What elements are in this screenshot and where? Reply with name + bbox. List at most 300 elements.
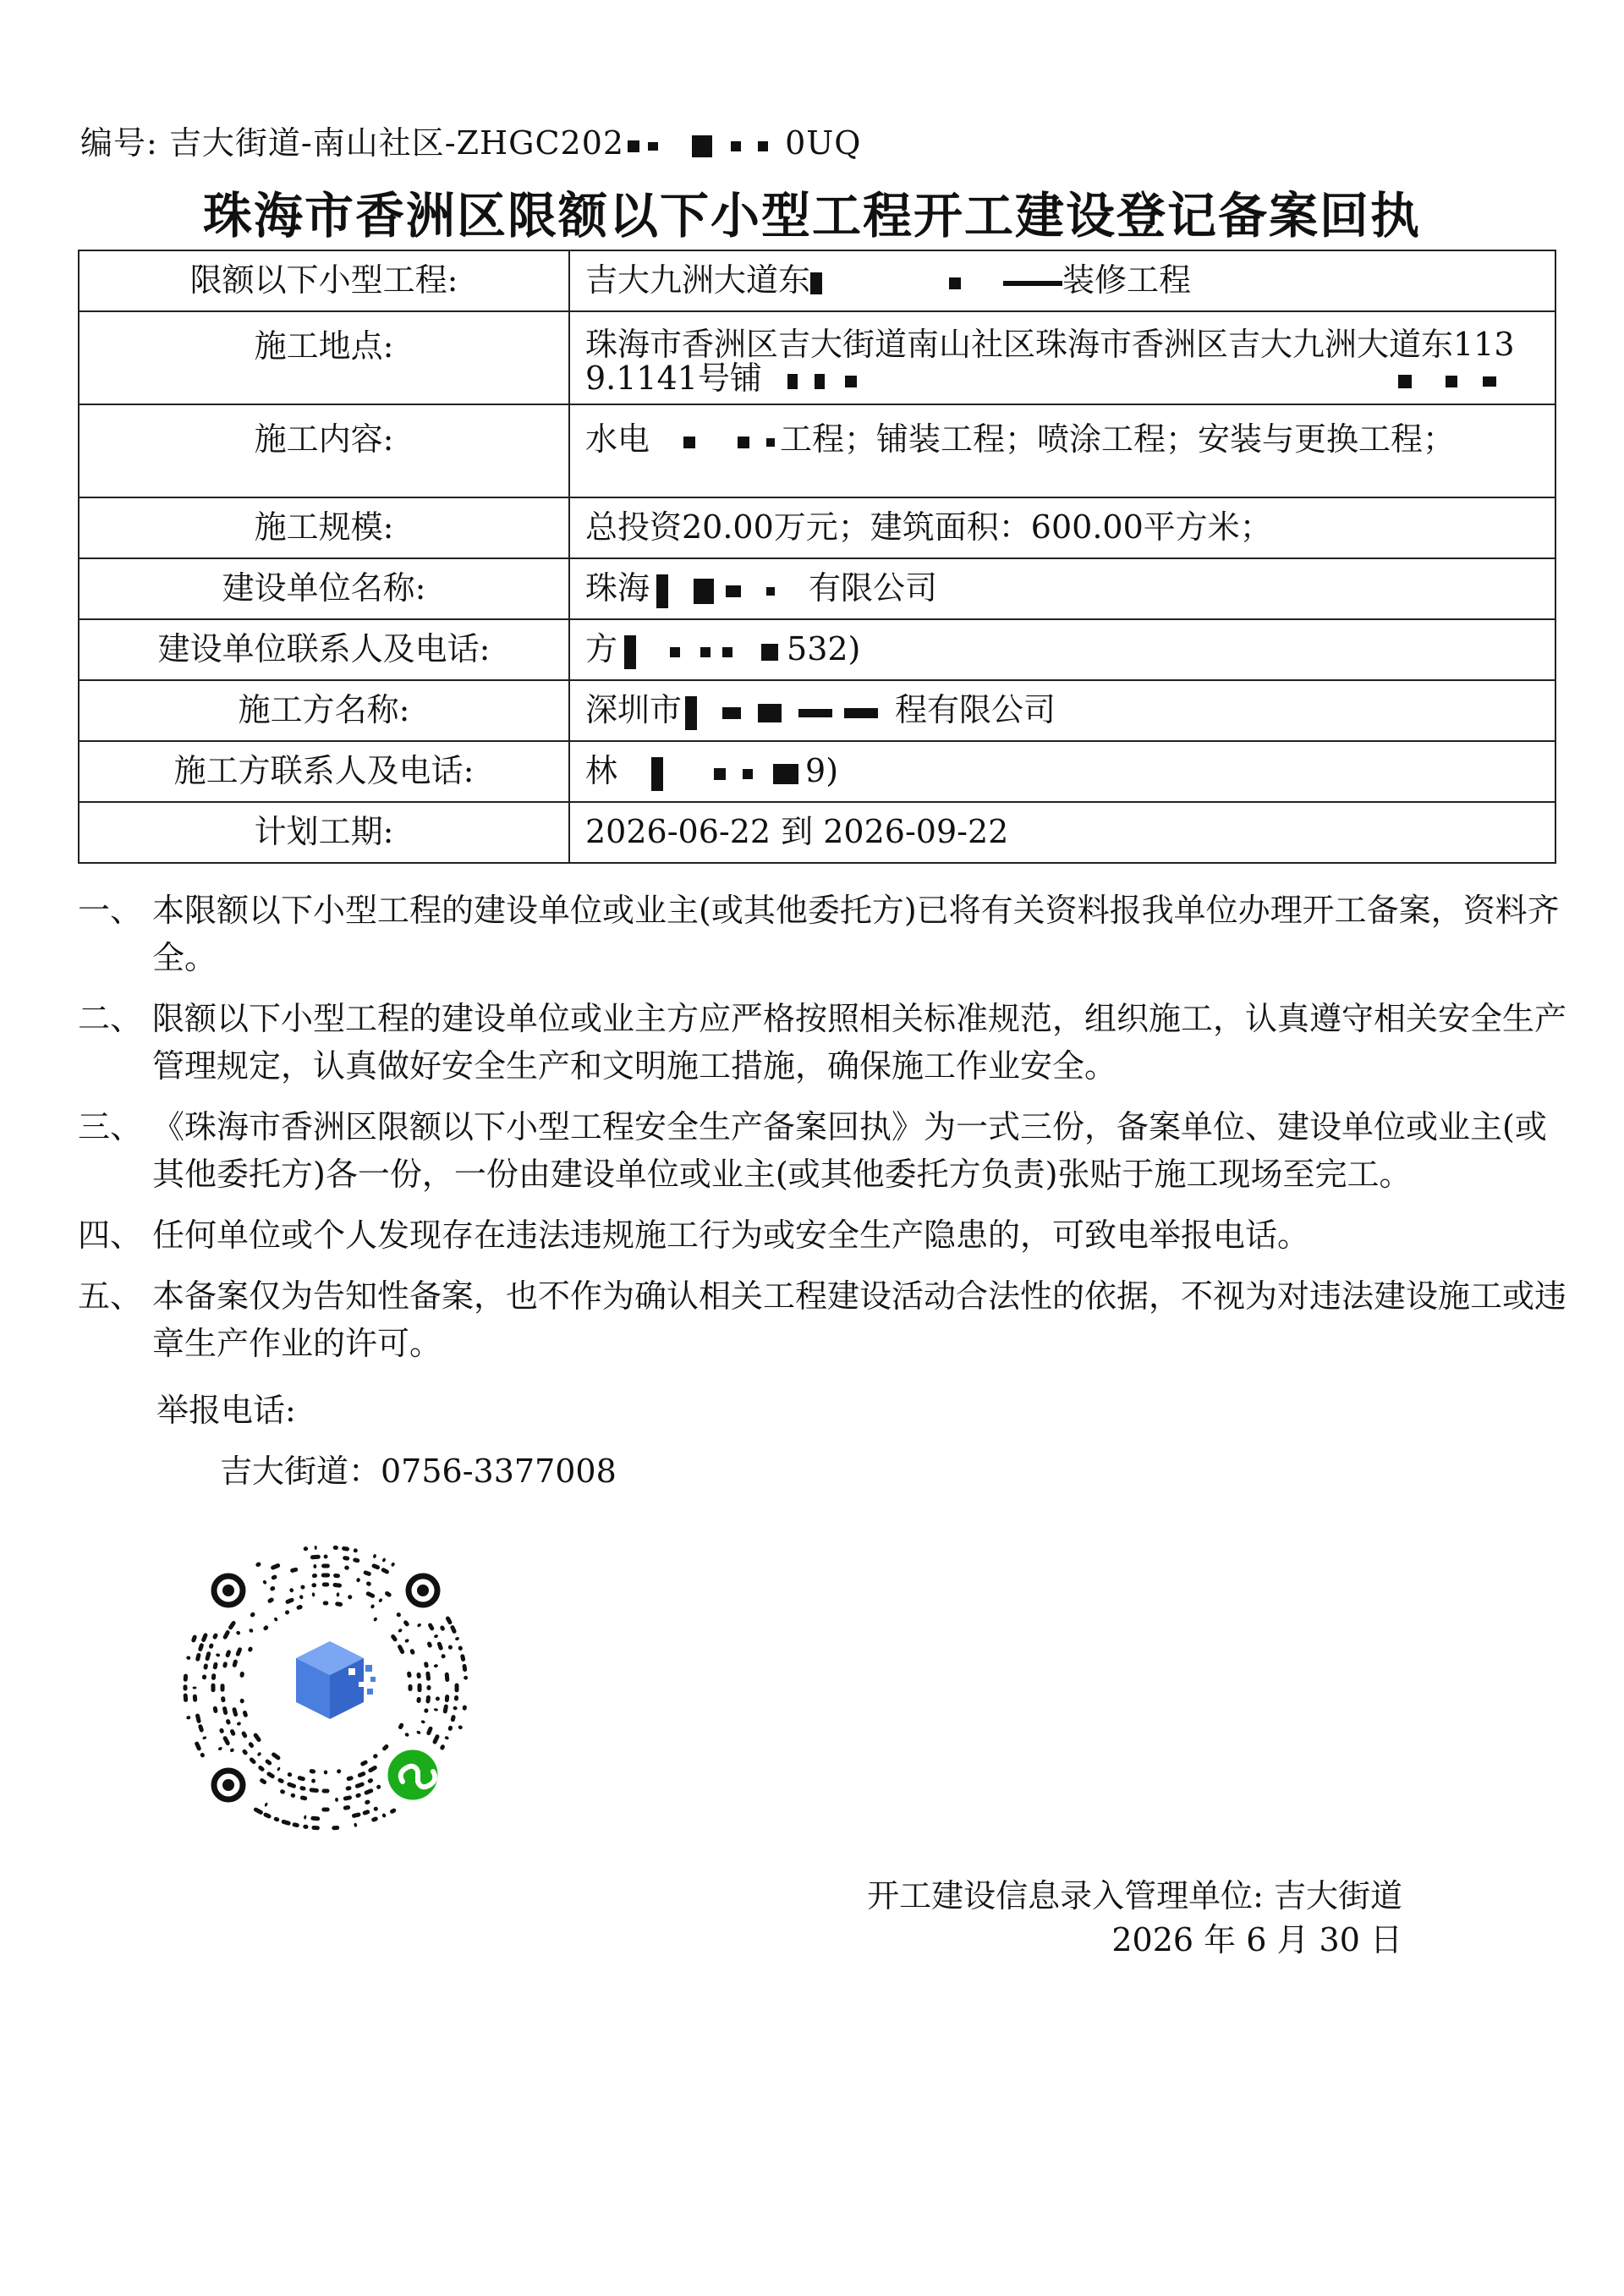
qr-dot (255, 1562, 261, 1568)
value-text: 装修工程 (1062, 261, 1192, 299)
qr-dot (266, 1771, 275, 1779)
qr-dot (191, 1634, 198, 1643)
value-text: 珠海市香洲区吉大街道南山社区珠海市香洲区吉大九洲大道东113 (585, 326, 1515, 363)
qr-dot (363, 1570, 372, 1577)
redaction-block (1446, 376, 1457, 387)
qr-dot (425, 1671, 431, 1681)
qr-dot (239, 1699, 244, 1704)
qr-dot (270, 1563, 281, 1570)
qr-dot (381, 1744, 389, 1751)
qr-dot (262, 1579, 267, 1585)
qr-dot (455, 1684, 459, 1693)
qr-dot (296, 1604, 303, 1610)
row-label: 建设单位联系人及电话: (79, 619, 569, 680)
qr-dot (321, 1564, 330, 1568)
qr-dot (321, 1808, 329, 1812)
row-label: 施工方联系人及电话: (79, 741, 569, 802)
qr-dot (458, 1645, 463, 1651)
qr-dot (407, 1671, 412, 1678)
redaction-block (685, 696, 697, 730)
row-value (569, 250, 1555, 311)
qr-dot (348, 1595, 353, 1600)
qr-dot (232, 1659, 238, 1667)
row-label: 限额以下小型工程: (79, 250, 569, 311)
redaction-block (1398, 375, 1412, 388)
qr-dot (225, 1650, 232, 1658)
qr-dot (344, 1565, 349, 1570)
redaction-block (773, 764, 798, 784)
qr-dot (391, 1562, 396, 1567)
qr-dot (445, 1673, 450, 1683)
qr-dot (324, 1771, 327, 1775)
row-label: 施工方名称: (79, 680, 569, 741)
value-text: 林 (585, 752, 618, 790)
qr-dot (242, 1710, 248, 1717)
qr-dot (241, 1731, 248, 1739)
qr-dot (229, 1748, 234, 1753)
value-text: 有限公司 (809, 569, 938, 607)
redaction-block (656, 574, 668, 608)
redaction-block (798, 709, 832, 717)
qr-dot (265, 1759, 273, 1766)
qr-dot (222, 1629, 231, 1640)
qr-dot (322, 1583, 329, 1587)
qr-dot (370, 1816, 378, 1822)
qr-dot (321, 1574, 330, 1578)
qr-dot (367, 1777, 374, 1783)
note-text: 任何单位或个人发现存在违法违规施工行为或安全生产隐患的，可致电举报电话。 (152, 1217, 1310, 1254)
qr-dot (371, 1563, 381, 1570)
qr-dot (345, 1786, 352, 1791)
row-value (569, 741, 1555, 802)
qr-dot (198, 1643, 205, 1652)
value-text: 总投资20.00万元；建筑面积：600.00平方米； (585, 508, 1272, 547)
qr-dot (310, 1816, 320, 1821)
qr-dot (359, 1760, 368, 1766)
table-row (79, 802, 1555, 863)
qr-dot (458, 1725, 463, 1730)
qr-dot (373, 1806, 379, 1812)
qr-dot (299, 1595, 304, 1600)
document-title: 珠海市香洲区限额以下小型工程开工建设登记备案回执 (202, 187, 1421, 244)
qr-dot (397, 1644, 405, 1655)
qr-dot (290, 1567, 299, 1573)
qr-dot (315, 1546, 317, 1550)
redaction-block (815, 374, 825, 389)
table-row (79, 558, 1555, 619)
list-item (78, 1211, 1566, 1259)
qr-dot (284, 1610, 290, 1616)
table-row (79, 404, 1555, 497)
qr-dot (418, 1684, 422, 1693)
issue-date: 2026 年 6 月 30 日 (1111, 1921, 1402, 1958)
redaction-block (648, 142, 658, 151)
qr-dot (409, 1684, 413, 1691)
mini-program-badge-icon (386, 1748, 440, 1802)
qr-dot (259, 1777, 267, 1785)
redaction-block (845, 376, 857, 387)
qr-dot (356, 1578, 361, 1583)
qr-dot (433, 1634, 438, 1639)
qr-dot (248, 1741, 255, 1749)
qr-dot (277, 1777, 285, 1784)
qr-dot (253, 1733, 262, 1743)
table-row (79, 250, 1555, 311)
qr-dot (427, 1623, 435, 1632)
qr-dot (362, 1810, 370, 1815)
qr-dot (212, 1633, 219, 1640)
qr-dot (333, 1546, 339, 1550)
row-value (569, 404, 1555, 497)
issuing-unit: 开工建设信息录入管理单位: 吉大街道 (867, 1877, 1402, 1914)
table-row (79, 619, 1555, 680)
qr-dot (208, 1643, 214, 1650)
redaction-block (726, 585, 741, 597)
qr-dot (434, 1708, 439, 1711)
qr-dot (311, 1583, 316, 1588)
qr-dot (447, 1725, 453, 1731)
row-value (569, 619, 1555, 680)
qr-dot (273, 1816, 280, 1822)
qr-dot (432, 1733, 441, 1744)
redaction-block (787, 374, 798, 389)
redaction-block (810, 272, 822, 294)
qr-dot (310, 1555, 321, 1560)
note-text: 本备案仅为告知性备案，也不作为确认相关工程建设活动合法性的依据，不视为对违法建设施工或违章生产作业的许可。 (152, 1277, 1567, 1362)
qr-dot (211, 1684, 216, 1692)
qr-dot (184, 1693, 189, 1702)
qr-dot (403, 1619, 410, 1627)
report-phone-label: 举报电话: (156, 1392, 296, 1429)
qr-dot (335, 1601, 343, 1607)
qr-dot (346, 1776, 354, 1782)
qr-dot (424, 1662, 429, 1668)
qr-dot (353, 1557, 360, 1563)
qr-dot (249, 1628, 255, 1634)
qr-dot (200, 1752, 206, 1758)
qr-dot (365, 1581, 371, 1587)
qr-dot (225, 1718, 231, 1725)
qr-dot (416, 1730, 421, 1735)
qr-dot (287, 1782, 297, 1788)
qr-dot (277, 1766, 281, 1771)
qr-dot (441, 1654, 446, 1659)
qr-dot (184, 1673, 189, 1681)
qr-dot (247, 1646, 253, 1653)
qr-dot (323, 1601, 329, 1606)
qr-dot (357, 1771, 366, 1777)
qr-dot (398, 1722, 404, 1730)
qr-dot (202, 1736, 207, 1740)
qr-dot (290, 1793, 296, 1798)
redaction-block (692, 135, 712, 157)
qr-dot (373, 1617, 378, 1622)
qr-dot (453, 1706, 458, 1711)
qr-dot (221, 1684, 225, 1692)
qr-dot (364, 1788, 374, 1795)
qr-dot (222, 1662, 228, 1668)
list-item (78, 1272, 1566, 1367)
qr-dot (439, 1625, 445, 1632)
qr-dot (381, 1813, 387, 1818)
qr-dot (427, 1685, 431, 1690)
qr-dot (299, 1795, 307, 1801)
document-number-suffix: 0UQ (785, 124, 862, 162)
qr-dot (287, 1771, 293, 1777)
qr-dot (343, 1556, 350, 1561)
qr-dot (193, 1687, 197, 1689)
qr-dot (436, 1641, 443, 1651)
qr-dot (454, 1695, 458, 1701)
redaction-block (694, 579, 714, 604)
qr-dot (212, 1662, 218, 1669)
report-phone-number: 吉大街道：0756-3377008 (220, 1453, 617, 1490)
qr-dot (439, 1744, 445, 1750)
note-mark: 二、 (78, 1000, 143, 1037)
qr-dot (365, 1799, 371, 1805)
value-text: 9) (805, 752, 839, 790)
qr-dot (219, 1727, 225, 1733)
notes-list (78, 887, 1566, 1381)
qr-dot (372, 1753, 378, 1759)
redaction-block (731, 141, 741, 151)
row-value (569, 680, 1555, 741)
qr-dot (426, 1726, 434, 1736)
row-value (569, 311, 1555, 404)
qr-dot (198, 1724, 205, 1733)
qr-dot (445, 1695, 450, 1702)
qr-dot (312, 1574, 318, 1579)
list-item (78, 995, 1566, 1090)
qr-dot (398, 1628, 403, 1633)
qr-dot (464, 1676, 468, 1680)
redaction-block (758, 141, 768, 151)
qr-dot (203, 1663, 208, 1670)
qr-dot (309, 1788, 319, 1793)
qr-dot (444, 1736, 449, 1740)
note-text: 《珠海市香洲区限额以下小型工程安全生产备案回执》为一式三份，备案单位、建设单位或业主(或其他委托方)各一份，一份由建设单位或业主(或其他委托方负责)张贴于施工现场至完工。 (152, 1108, 1547, 1193)
qr-dot (269, 1585, 276, 1591)
redaction-block (743, 769, 753, 779)
note-mark: 一、 (78, 892, 143, 929)
qr-dot (342, 1546, 350, 1552)
qr-dot (337, 1769, 342, 1774)
redaction-block (844, 708, 878, 718)
value-text: 532) (787, 630, 861, 668)
table-row (79, 680, 1555, 741)
qr-dot (390, 1634, 398, 1642)
qr-dot (263, 1812, 272, 1819)
qr-dot (205, 1651, 211, 1662)
qr-dot (253, 1807, 264, 1815)
value-text: 2026-06-22 到 2026-09-22 (585, 813, 1009, 851)
qr-dot (332, 1583, 342, 1588)
redaction-block (949, 277, 961, 289)
qr-dot (264, 1802, 268, 1807)
qr-dot (262, 1624, 269, 1631)
redaction-block (683, 437, 695, 448)
redaction-block (722, 707, 741, 719)
redaction-block (766, 438, 775, 447)
qr-dot (355, 1793, 362, 1799)
qr-dot (454, 1636, 459, 1640)
qr-dot (416, 1673, 421, 1679)
qr-dot (335, 1798, 338, 1802)
row-label: 施工内容: (79, 404, 569, 497)
qr-dot (370, 1604, 375, 1609)
qr-dot (434, 1664, 439, 1668)
qr-dot (351, 1812, 360, 1818)
qr-dot (217, 1746, 222, 1751)
qr-dot (404, 1732, 409, 1737)
qr-dot (212, 1706, 217, 1713)
qr-dot (333, 1574, 340, 1579)
qr-dot (232, 1707, 239, 1717)
qr-dot (450, 1624, 458, 1634)
qr-dot (378, 1598, 383, 1603)
qr-dot (303, 1546, 308, 1552)
qr-dot (222, 1706, 228, 1716)
redaction-block (1483, 376, 1496, 387)
qr-dot (195, 1652, 201, 1662)
qr-dot (462, 1664, 467, 1673)
redaction-block (700, 647, 710, 657)
qr-dot (420, 1720, 425, 1724)
qr-dot (267, 1597, 275, 1604)
qr-dot (211, 1673, 217, 1680)
value-text: 方 (585, 630, 618, 668)
qr-dot (343, 1805, 350, 1810)
qr-dot (297, 1776, 305, 1782)
qr-dot (460, 1654, 466, 1662)
qr-dot (299, 1786, 306, 1791)
row-label: 建设单位名称: (79, 558, 569, 619)
value-text: 吉大九洲大道东 (585, 261, 811, 299)
qr-dot (445, 1616, 453, 1625)
qr-dot (396, 1612, 402, 1618)
qr-dot (289, 1588, 294, 1593)
qr-dot (186, 1716, 191, 1720)
value-text: 程有限公司 (895, 691, 1056, 729)
qr-dot (311, 1592, 315, 1596)
qr-dot (195, 1713, 202, 1723)
qr-dot (202, 1674, 206, 1679)
redaction-block (758, 704, 782, 722)
qr-dot (228, 1620, 236, 1630)
qr-dot (324, 1555, 328, 1559)
qr-dot (194, 1741, 201, 1751)
redaction-block (628, 140, 639, 152)
qr-dot (462, 1705, 467, 1711)
value-text: 9.1141号铺 (585, 360, 762, 397)
qr-dot (250, 1612, 256, 1618)
qr-dot (376, 1784, 381, 1790)
note-text: 本限额以下小型工程的建设单位或业主(或其他委托方)已将有关资料报我单位办理开工备案，资料齐全。 (152, 892, 1560, 976)
mini-program-qr-icon (169, 1531, 482, 1844)
note-mark: 五、 (78, 1277, 143, 1315)
qr-dot (235, 1647, 243, 1657)
qr-dot (216, 1653, 221, 1657)
qr-dot (354, 1782, 365, 1788)
qr-dot (384, 1590, 392, 1598)
value-text: 深圳市 (585, 691, 683, 729)
row-value (569, 497, 1555, 558)
qr-dot (425, 1695, 431, 1704)
qr-dot (271, 1574, 277, 1580)
row-label: 施工规模: (79, 497, 569, 558)
redaction-block (1003, 281, 1062, 286)
qr-dot (235, 1630, 241, 1635)
qr-dot (221, 1696, 226, 1703)
value-text: 工程；铺装工程；喷涂工程；安装与更换工程； (780, 420, 1456, 458)
qr-dot (354, 1822, 358, 1827)
value-text: 水电 (585, 420, 650, 458)
qr-dot (222, 1735, 231, 1746)
qr-dot (436, 1696, 440, 1700)
qr-dot (281, 1819, 291, 1826)
row-label: 施工地点: (79, 311, 569, 404)
note-mark: 三、 (78, 1108, 143, 1145)
redaction-block (651, 757, 663, 791)
row-value (569, 558, 1555, 619)
qr-dot (353, 1548, 358, 1553)
list-item (78, 887, 1566, 981)
list-item (78, 1103, 1566, 1198)
qr-dot (450, 1715, 456, 1722)
qr-dot (273, 1617, 278, 1622)
qr-dot (292, 1822, 299, 1828)
redaction-block (624, 635, 636, 669)
qr-dot (303, 1824, 309, 1829)
qr-dot (404, 1639, 409, 1644)
qr-dot (343, 1795, 352, 1801)
qr-dot (309, 1769, 315, 1774)
redaction-block (738, 437, 749, 448)
note-text: 限额以下小型工程的建设单位或业主方应严格按照相关标准规范，组织施工，认真遵守相关安全生产管理规定，认真做好安全生产和文明施工措施，确保施工作业安全。 (152, 1000, 1567, 1085)
qr-dot (311, 1826, 320, 1831)
qr-dot (271, 1751, 281, 1760)
qr-dot (416, 1623, 421, 1628)
qr-dot (424, 1708, 429, 1713)
qr-dot (332, 1826, 339, 1831)
document-number-prefix: 编号: 吉大街道-南山社区-ZHGC202 (80, 124, 625, 162)
table-row (79, 497, 1555, 558)
qr-dot (184, 1684, 188, 1690)
document-number (80, 117, 861, 163)
qr-dot (447, 1645, 453, 1651)
qr-dot (381, 1567, 390, 1574)
qr-dot (304, 1815, 307, 1819)
qr-dot (279, 1788, 285, 1794)
row-value (569, 802, 1555, 863)
filing-info-table (78, 250, 1556, 864)
value-text: 珠海 (585, 569, 650, 607)
qr-dot (257, 1765, 265, 1772)
qr-dot (300, 1585, 305, 1590)
qr-dot (229, 1728, 236, 1736)
row-label: 计划工期: (79, 802, 569, 863)
qr-dot (381, 1557, 386, 1563)
qr-dot (336, 1592, 339, 1596)
table-row (79, 741, 1555, 802)
qr-dot (241, 1749, 248, 1756)
qr-dot (416, 1697, 421, 1704)
note-mark: 四、 (78, 1217, 143, 1254)
redaction-block (761, 644, 778, 661)
qr-dot (442, 1704, 448, 1714)
qr-dot (256, 1751, 261, 1756)
qr-dot (236, 1722, 241, 1727)
